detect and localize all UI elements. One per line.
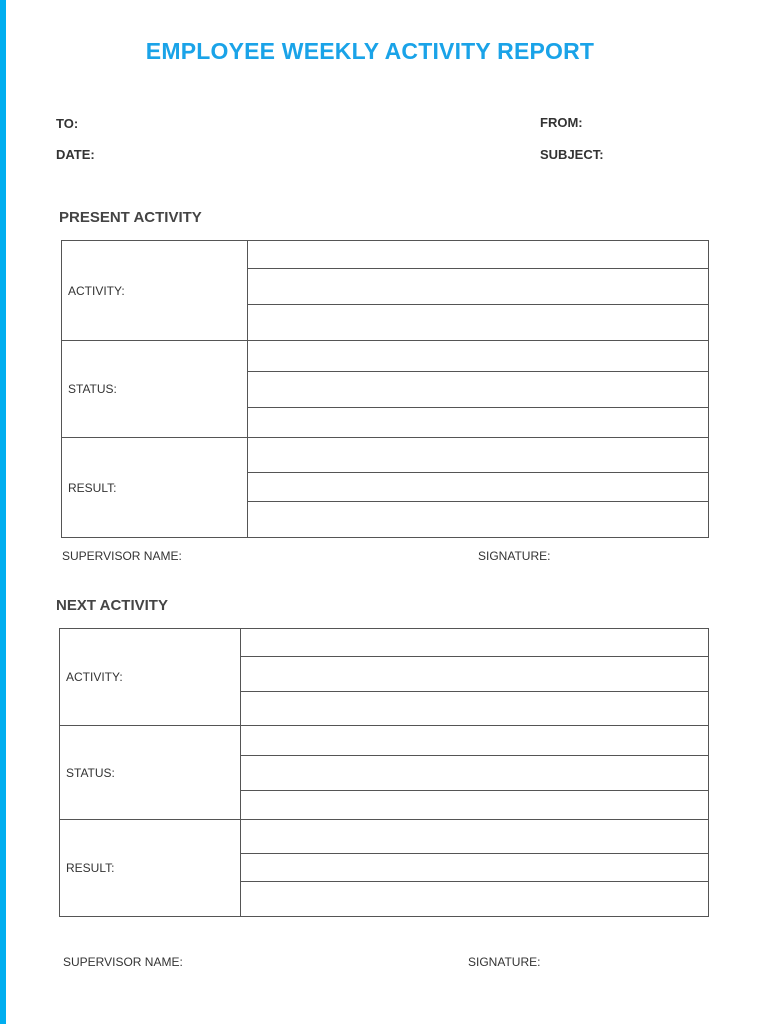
present-status-line-3[interactable] — [248, 408, 709, 438]
present-activity-line-3[interactable] — [248, 305, 709, 341]
next-result-label: RESULT: — [60, 820, 241, 917]
present-activity-table — [61, 240, 709, 538]
subject-label: SUBJECT: — [540, 147, 604, 162]
present-status-line-2[interactable] — [248, 372, 709, 408]
next-signature-label: SIGNATURE: — [468, 955, 541, 969]
next-activity-heading: NEXT ACTIVITY — [56, 597, 168, 614]
present-result-label: RESULT: — [62, 438, 248, 538]
next-activity-line-1[interactable] — [241, 629, 709, 657]
to-label: TO: — [56, 116, 79, 131]
next-status-label: STATUS: — [60, 726, 241, 820]
next-result-line-3[interactable] — [241, 882, 709, 917]
page-title: EMPLOYEE WEEKLY ACTIVITY REPORT — [145, 38, 595, 64]
from-label: FROM: — [540, 115, 583, 130]
next-status-line-3[interactable] — [241, 791, 709, 820]
next-supervisor-name-label: SUPERVISOR NAME: — [63, 955, 183, 969]
next-activity-label: ACTIVITY: — [60, 629, 241, 726]
present-signature-label: SIGNATURE: — [478, 549, 551, 563]
present-status-line-1[interactable] — [248, 341, 709, 372]
present-activity-label: ACTIVITY: — [62, 241, 248, 341]
present-activity-line-1[interactable] — [248, 241, 709, 269]
next-activity-line-2[interactable] — [241, 657, 709, 692]
next-activity-table — [59, 628, 709, 917]
accent-bar — [0, 0, 6, 1024]
next-status-line-1[interactable] — [241, 726, 709, 756]
next-activity-line-3[interactable] — [241, 692, 709, 726]
next-result-line-2[interactable] — [241, 854, 709, 882]
present-activity-line-2[interactable] — [248, 269, 709, 305]
present-supervisor-name-label: SUPERVISOR NAME: — [62, 549, 182, 563]
present-activity-heading: PRESENT ACTIVITY — [59, 209, 202, 226]
present-status-label: STATUS: — [62, 341, 248, 438]
present-result-line-2[interactable] — [248, 473, 709, 502]
next-result-line-1[interactable] — [241, 820, 709, 854]
next-status-line-2[interactable] — [241, 756, 709, 791]
present-result-line-1[interactable] — [248, 438, 709, 473]
date-label: DATE: — [56, 147, 95, 162]
present-result-line-3[interactable] — [248, 502, 709, 538]
